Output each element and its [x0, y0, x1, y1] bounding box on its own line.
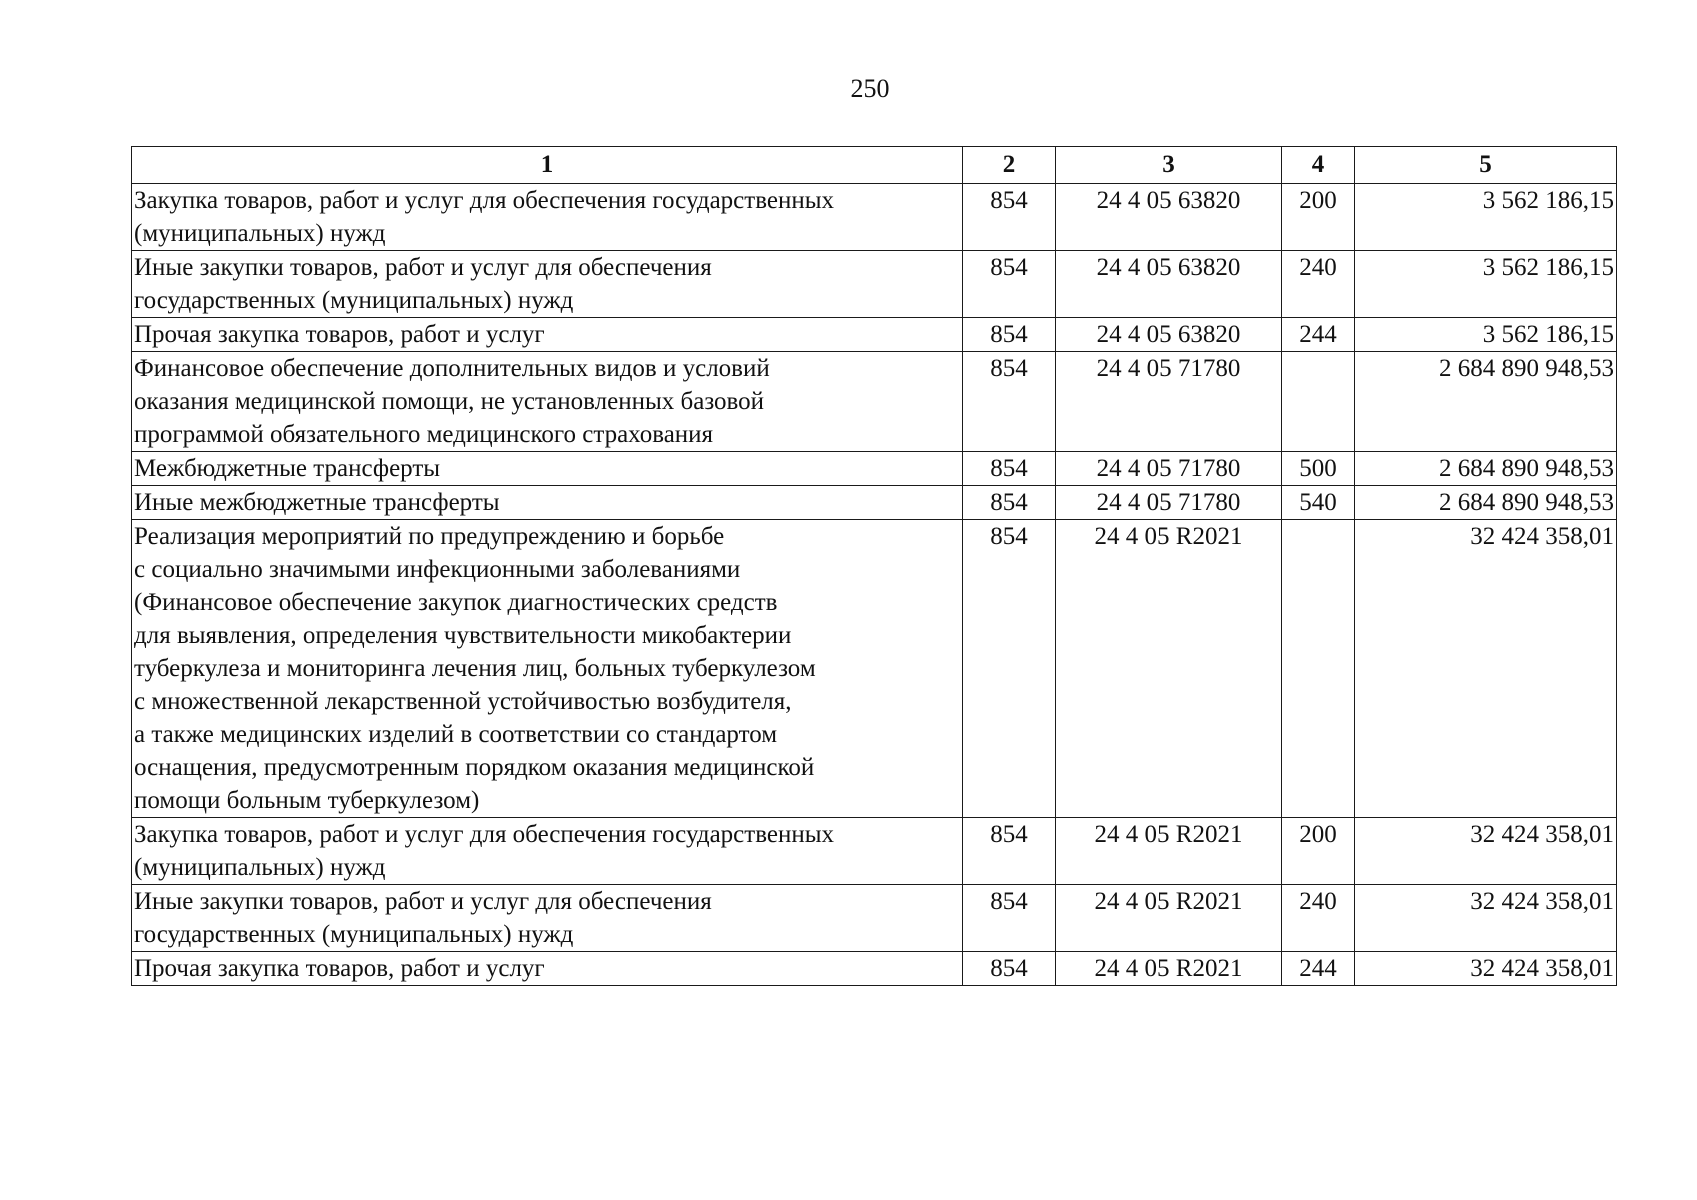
row-target-article: 24 4 05 R2021 [1056, 520, 1282, 818]
row-target-article: 24 4 05 71780 [1056, 352, 1282, 452]
row-target-article: 24 4 05 71780 [1056, 452, 1282, 486]
row-name: Прочая закупка товаров, работ и услуг [132, 318, 963, 352]
header-col-5: 5 [1355, 147, 1617, 184]
row-name: Закупка товаров, работ и услуг для обеспечения государственных (муниципальных) нужд [132, 184, 963, 251]
table-row [132, 818, 1617, 885]
header-col-2: 2 [963, 147, 1056, 184]
row-expense-type: 240 [1282, 251, 1355, 318]
row-name: Иные закупки товаров, работ и услуг для обеспечения государственных (муниципальных) нужд [132, 885, 963, 952]
header-col-4: 4 [1282, 147, 1355, 184]
row-grbs-code: 854 [963, 184, 1056, 251]
row-name: Прочая закупка товаров, работ и услуг [132, 952, 963, 986]
budget-table [131, 146, 1617, 986]
table-row [132, 885, 1617, 952]
row-expense-type [1282, 520, 1355, 818]
row-expense-type [1282, 352, 1355, 452]
table-row [132, 452, 1617, 486]
row-target-article: 24 4 05 63820 [1056, 184, 1282, 251]
row-name: Финансовое обеспечение дополнительных видов и условий оказания медицинской помощи, не установленных базовой программой обязательного медицинского страхования [132, 352, 963, 452]
row-amount: 2 684 890 948,53 [1355, 452, 1617, 486]
row-target-article: 24 4 05 71780 [1056, 486, 1282, 520]
table-row [132, 952, 1617, 986]
row-expense-type: 200 [1282, 184, 1355, 251]
row-amount: 3 562 186,15 [1355, 318, 1617, 352]
row-name: Иные межбюджетные трансферты [132, 486, 963, 520]
row-grbs-code: 854 [963, 452, 1056, 486]
row-amount: 32 424 358,01 [1355, 520, 1617, 818]
page-number: 250 [850, 74, 890, 103]
row-grbs-code: 854 [963, 952, 1056, 986]
row-amount: 32 424 358,01 [1355, 885, 1617, 952]
row-amount: 2 684 890 948,53 [1355, 352, 1617, 452]
row-grbs-code: 854 [963, 885, 1056, 952]
table-row [132, 520, 1617, 818]
row-target-article: 24 4 05 R2021 [1056, 952, 1282, 986]
table-body [132, 184, 1617, 986]
row-expense-type: 240 [1282, 885, 1355, 952]
row-grbs-code: 854 [963, 818, 1056, 885]
row-expense-type: 244 [1282, 952, 1355, 986]
row-amount: 32 424 358,01 [1355, 952, 1617, 986]
row-expense-type: 540 [1282, 486, 1355, 520]
row-target-article: 24 4 05 R2021 [1056, 818, 1282, 885]
row-grbs-code: 854 [963, 352, 1056, 452]
row-grbs-code: 854 [963, 486, 1056, 520]
row-expense-type: 200 [1282, 818, 1355, 885]
row-target-article: 24 4 05 63820 [1056, 251, 1282, 318]
row-target-article: 24 4 05 R2021 [1056, 885, 1282, 952]
table-row [132, 318, 1617, 352]
row-name: Реализация мероприятий по предупреждению и борьбе с социально значимыми инфекционными заболеваниями (Финансовое обеспечение закупок диагностических средств для выявления, определения чувствительности микобактерии туберкулеза и мониторинга лечения лиц, больных туберкулезом с множественной лекарственной устойчивостью возбудителя, а также медицинских изделий в соответствии со стандартом оснащения, предусмотренным порядком оказания медицинской помощи больным туберкулезом) [132, 520, 963, 818]
row-grbs-code: 854 [963, 318, 1056, 352]
row-amount: 3 562 186,15 [1355, 251, 1617, 318]
table-row [132, 251, 1617, 318]
table-row [132, 352, 1617, 452]
row-grbs-code: 854 [963, 251, 1056, 318]
row-expense-type: 244 [1282, 318, 1355, 352]
table-row [132, 184, 1617, 251]
table-row [132, 486, 1617, 520]
table-header-row [132, 147, 1617, 184]
row-target-article: 24 4 05 63820 [1056, 318, 1282, 352]
row-grbs-code: 854 [963, 520, 1056, 818]
header-col-1: 1 [132, 147, 963, 184]
row-name: Межбюджетные трансферты [132, 452, 963, 486]
row-amount: 2 684 890 948,53 [1355, 486, 1617, 520]
header-col-3: 3 [1056, 147, 1282, 184]
row-amount: 32 424 358,01 [1355, 818, 1617, 885]
row-expense-type: 500 [1282, 452, 1355, 486]
row-name: Закупка товаров, работ и услуг для обеспечения государственных (муниципальных) нужд [132, 818, 963, 885]
row-name: Иные закупки товаров, работ и услуг для обеспечения государственных (муниципальных) нужд [132, 251, 963, 318]
row-amount: 3 562 186,15 [1355, 184, 1617, 251]
